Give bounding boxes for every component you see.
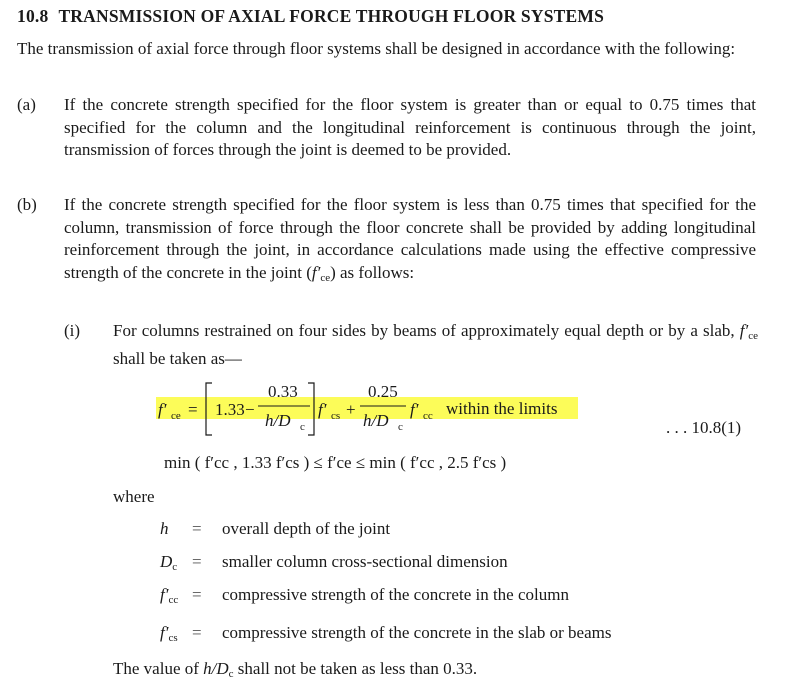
equation-number: . . . 10.8(1): [666, 418, 742, 437]
eq-plus: +: [346, 400, 356, 419]
def-equals: =: [192, 623, 202, 642]
eq-minus: −: [245, 400, 255, 419]
section-number: 10.8: [17, 6, 49, 26]
eq-equals: =: [188, 400, 198, 419]
section-heading: [17, 6, 604, 27]
eq-const: 1.33: [215, 400, 245, 419]
clause-b-end: as follows:: [340, 262, 415, 282]
eq-num1: 0.33: [268, 382, 298, 401]
closing-symbol: $h/D_c$: [203, 659, 234, 680]
def-equals: =: [192, 519, 202, 538]
section-title: TRANSMISSION OF AXIAL FORCE THROUGH FLOOR SYSTEMS: [58, 6, 605, 26]
closing-suffix: shall not be taken as less than 0.33.: [237, 659, 478, 678]
clause-a-body: If the concrete strength specified for the floor system is greater than or equal to 0.75 times that specified for the column and the longitudinal reinforcement is continuous through the joint, transmission of forces through the joint is deemed to be provided.: [64, 95, 756, 159]
def-description: compressive strength of the concrete in the column: [222, 585, 569, 604]
where-label: where: [113, 487, 155, 506]
def-symbol: $D_c$: [160, 552, 178, 573]
subclause-i-text: [113, 320, 758, 370]
def-description: overall depth of the joint: [222, 519, 391, 538]
eq-fcc-symbol: f′: [410, 400, 419, 419]
closing-prefix: The value of: [113, 659, 199, 678]
clause-a-label: (a): [17, 95, 36, 114]
eq-limits: min ( f′cc , 1.33 f′cs ) ≤ f′ce ≤ min ( f′cc , 2.5 f′cs ): [164, 453, 507, 472]
eq-lhs-symbol: f′: [158, 400, 167, 419]
def-description: compressive strength of the concrete in the slab or beams: [222, 623, 612, 642]
clause-b-text: If the concrete strength specified for the floor system is less than 0.75 times that specified for the column, transmission of force through the floor concrete shall be provided by adding longitudinal reinforcement through the joint, in accordance calculations made using the effective compressive strength of the concrete in the joint $(f'_{ce})$ as follows:: [64, 195, 756, 284]
intro-text: The transmission of axial force through floor systems shall be designed in accordance with the following:: [17, 39, 736, 58]
def-equals: =: [192, 552, 202, 571]
def-symbol: $f'_{cc}$: [160, 585, 179, 606]
subclause-i-symbol: $f'_{ce}$: [739, 321, 758, 342]
intro-paragraph: [17, 38, 765, 61]
clause-b-symbol: $f'_{ce}$: [311, 262, 331, 284]
def-equals: =: [192, 585, 202, 604]
clause-b-label: (b): [17, 195, 37, 214]
subclause-i-label: (i): [64, 321, 81, 340]
eq-fcc-sub: cc: [423, 410, 433, 422]
clause-b-body: If the concrete strength specified for the floor system is less than 0.75 times that specified for the column, transmission of force through the floor concrete shall be provided by adding longitudinal reinforcement through the joint, in accordance calculations made using the effective compressive strength of the concrete in the joint: [64, 195, 756, 282]
def-description: smaller column cross-sectional dimension: [222, 552, 508, 571]
clause-a-text: [64, 94, 756, 162]
eq-den1: h/D: [265, 411, 291, 430]
eq-right-bracket: [308, 383, 314, 435]
def-symbol: $f'_{cs}$: [160, 623, 178, 644]
eq-left-bracket: [206, 383, 212, 435]
def-symbol: h: [160, 519, 169, 538]
eq-den2: h/D: [363, 411, 389, 430]
eq-num2: 0.25: [368, 382, 398, 401]
eq-lhs-sub: ce: [171, 410, 181, 422]
eq-den1-sub: c: [300, 421, 305, 433]
closing-sentence: [113, 659, 477, 680]
eq-trail: within the limits: [446, 399, 558, 418]
eq-fcs-sub: cs: [331, 410, 341, 422]
subclause-i-end: shall be taken as—: [113, 348, 242, 368]
eq-fcs-symbol: f′: [318, 400, 327, 419]
subclause-i-body: For columns restrained on four sides by beams of approximately equal depth or by a slab,: [113, 321, 735, 340]
eq-den2-sub: c: [398, 421, 403, 433]
